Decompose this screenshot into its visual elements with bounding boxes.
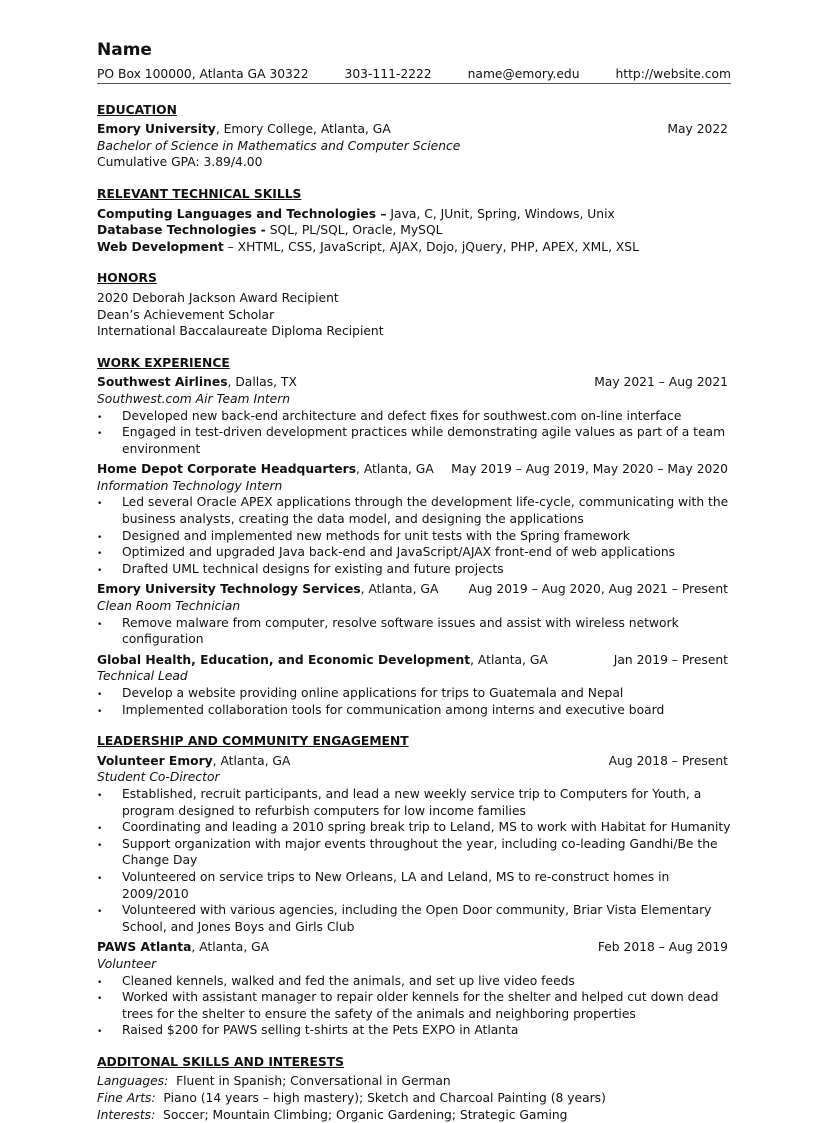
additional-line — [97, 1073, 731, 1090]
bullet-item: • Drafted UML technical designs for existing and future projects — [97, 561, 731, 578]
entry-organization: PAWS Atlanta — [97, 940, 192, 955]
bullet-item: • Develop a website providing online applications for trips to Guatemala and Nepal — [97, 685, 731, 702]
entry-title: Technical Lead — [97, 669, 188, 684]
bullet-item: • Cleaned kennels, walked and fed the animals, and set up live video feeds — [97, 973, 731, 990]
entry-organization: Emory University Technology Services — [97, 582, 361, 597]
bullet-item: • Led several Oracle APEX applications through the development life-cycle, communicating with the business analysts, creating the data model, and designing the applications — [97, 494, 731, 527]
entry-bullets — [97, 494, 731, 577]
honors-list — [97, 290, 731, 340]
entry-bullets — [97, 408, 731, 458]
school-name: Emory University — [97, 122, 216, 137]
gpa: Cumulative GPA: 3.89/4.00 — [97, 155, 263, 170]
entry-title: Clean Room Technician — [97, 599, 241, 614]
experience-entry — [97, 939, 731, 1039]
entry-org-location — [97, 753, 290, 770]
skills-list — [97, 206, 731, 256]
entry-date: Jan 2019 – Present — [613, 652, 728, 667]
work-list — [97, 374, 731, 718]
entry-org-location — [97, 374, 297, 391]
bullet-item: • Raised $200 for PAWS selling t-shirts at the Pets EXPO in Atlanta — [97, 1022, 731, 1039]
skill-text: Java, C, JUnit, Spring, Windows, Unix — [386, 206, 615, 221]
education-date: May 2022 — [667, 122, 728, 137]
entry-bullets — [97, 615, 731, 648]
entry-org-location — [97, 581, 438, 598]
bullet-item: • Optimized and upgraded Java back-end and JavaScript/AJAX front-end of web applications — [97, 544, 731, 561]
entry-organization: Global Health, Education, and Economic Development — [97, 652, 471, 667]
entry-organization: Volunteer Emory — [97, 753, 213, 768]
entry-header-row — [97, 652, 731, 669]
honor-item: Dean’s Achievement Scholar — [97, 307, 275, 322]
bullet-item: • Established, recruit participants, and lead a new weekly service trip to Computers for Youth, a program designed to refurbish computers for low income families — [97, 786, 731, 819]
entry-location: , Atlanta, GA — [470, 652, 548, 667]
school-location: , Emory College, Atlanta, GA — [215, 122, 391, 137]
experience-entry — [97, 461, 731, 577]
education-heading: EDUCATION — [97, 102, 177, 117]
skill-line — [97, 239, 731, 256]
bullet-item: • Support organization with major events throughout the year, including co-leading Gandhi/Be the Change Day — [97, 836, 731, 869]
additional-label: Interests: — [97, 1107, 156, 1122]
entry-date: Aug 2018 – Present — [608, 753, 728, 768]
leadership-list — [97, 753, 731, 1039]
bullet-item: • Implemented collaboration tools for communication among interns and executive board — [97, 702, 731, 719]
entry-location: , Atlanta, GA — [191, 940, 270, 955]
experience-entry — [97, 753, 731, 936]
resume-name: Name — [97, 40, 152, 60]
entry-date: Aug 2019 – Aug 2020, Aug 2021 – Present — [468, 582, 728, 597]
experience-entry — [97, 581, 731, 647]
degree: Bachelor of Science in Mathematics and Computer Science — [97, 138, 461, 153]
entry-organization: Home Depot Corporate Headquarters — [97, 462, 357, 477]
entry-header-row — [97, 374, 731, 391]
entry-org-location — [97, 652, 548, 669]
education-school-row — [97, 121, 731, 138]
entry-bullets — [97, 786, 731, 935]
honor-item: 2020 Deborah Jackson Award Recipient — [97, 290, 339, 305]
skill-text: – XHTML, CSS, JavaScript, AJAX, Dojo, jQuery, PHP, APEX, XML, XSL — [223, 239, 639, 254]
additional-label: Languages: — [97, 1074, 169, 1089]
entry-location: , Dallas, TX — [227, 375, 297, 390]
entry-bullets — [97, 973, 731, 1039]
entry-organization: Southwest Airlines — [97, 375, 228, 390]
entry-title: Volunteer — [97, 956, 157, 971]
entry-date: May 2019 – Aug 2019, May 2020 – May 2020 — [451, 462, 728, 477]
bullet-item: • Volunteered with various agencies, including the Open Door community, Briar Vista Elementary School, and Jones Boys and Girls Club — [97, 902, 731, 935]
entry-title: Southwest.com Air Team Intern — [97, 391, 291, 406]
bullet-item: • Developed new back-end architecture and defect fixes for southwest.com on-line interface — [97, 408, 731, 425]
bullet-item: • Worked with assistant manager to repair older kennels for the shelter and helped cut down dead trees for the shelter to ensure the safety of the animals and neighboring properties — [97, 989, 731, 1022]
phone: 303-111-2222 — [344, 67, 432, 81]
entry-header-row — [97, 461, 731, 478]
entry-location: , Atlanta, GA — [360, 582, 439, 597]
additional-line — [97, 1107, 731, 1123]
resume-page — [97, 40, 731, 1123]
entry-header-row — [97, 581, 731, 598]
bullet-item: • Designed and implemented new methods for unit tests with the Spring framework — [97, 528, 731, 545]
bullet-item: • Coordinating and leading a 2010 spring break trip to Leland, MS to work with Habitat for Humanity — [97, 819, 731, 836]
contact-line — [97, 66, 731, 84]
work-heading: WORK EXPERIENCE — [97, 355, 230, 370]
additional-line — [97, 1090, 731, 1107]
additional-heading: ADDITONAL SKILLS AND INTERESTS — [97, 1054, 344, 1069]
additional-text: Fluent in Spanish; Conversational in German — [168, 1074, 451, 1089]
entry-org-location — [97, 461, 434, 478]
entry-date: Feb 2018 – Aug 2019 — [597, 940, 728, 955]
honor-item: International Baccalaureate Diploma Recipient — [97, 324, 384, 339]
entry-date: May 2021 – Aug 2021 — [594, 375, 728, 390]
entry-location: , Atlanta, GA — [212, 753, 291, 768]
entry-title: Student Co-Director — [97, 770, 220, 785]
skill-label: Database Technologies - — [97, 223, 266, 238]
skills-heading: RELEVANT TECHNICAL SKILLS — [97, 186, 302, 201]
experience-entry — [97, 374, 731, 457]
skill-label: Web Development — [97, 239, 224, 254]
entry-title: Information Technology Intern — [97, 478, 283, 493]
skill-line — [97, 222, 731, 239]
entry-org-location — [97, 939, 269, 956]
skill-text: SQL, PL/SQL, Oracle, MySQL — [265, 223, 443, 238]
skill-line — [97, 206, 731, 223]
bullet-item: • Engaged in test-driven development practices while demonstrating agile values as part of a team environment — [97, 424, 731, 457]
entry-header-row — [97, 939, 731, 956]
additional-label: Fine Arts: — [97, 1091, 156, 1106]
skill-label: Computing Languages and Technologies – — [97, 206, 387, 221]
entry-bullets — [97, 685, 731, 718]
entry-header-row — [97, 753, 731, 770]
additional-list — [97, 1073, 731, 1123]
email: name@emory.edu — [467, 67, 580, 81]
entry-location: , Atlanta, GA — [356, 462, 434, 477]
bullet-item: • Remove malware from computer, resolve software issues and assist with wireless network configuration — [97, 615, 731, 648]
experience-entry — [97, 652, 731, 718]
address: PO Box 100000, Atlanta GA 30322 — [97, 67, 309, 81]
website: http://website.com — [615, 67, 731, 81]
additional-text: Soccer; Mountain Climbing; Organic Gardening; Strategic Gaming — [155, 1107, 568, 1122]
leadership-heading: LEADERSHIP AND COMMUNITY ENGAGEMENT — [97, 734, 409, 749]
honors-heading: HONORS — [97, 271, 157, 286]
additional-text: Piano (14 years – high mastery); Sketch and Charcoal Painting (8 years) — [155, 1091, 606, 1106]
bullet-item: • Volunteered on service trips to New Orleans, LA and Leland, MS to re-construct homes in 2009/2010 — [97, 869, 731, 902]
